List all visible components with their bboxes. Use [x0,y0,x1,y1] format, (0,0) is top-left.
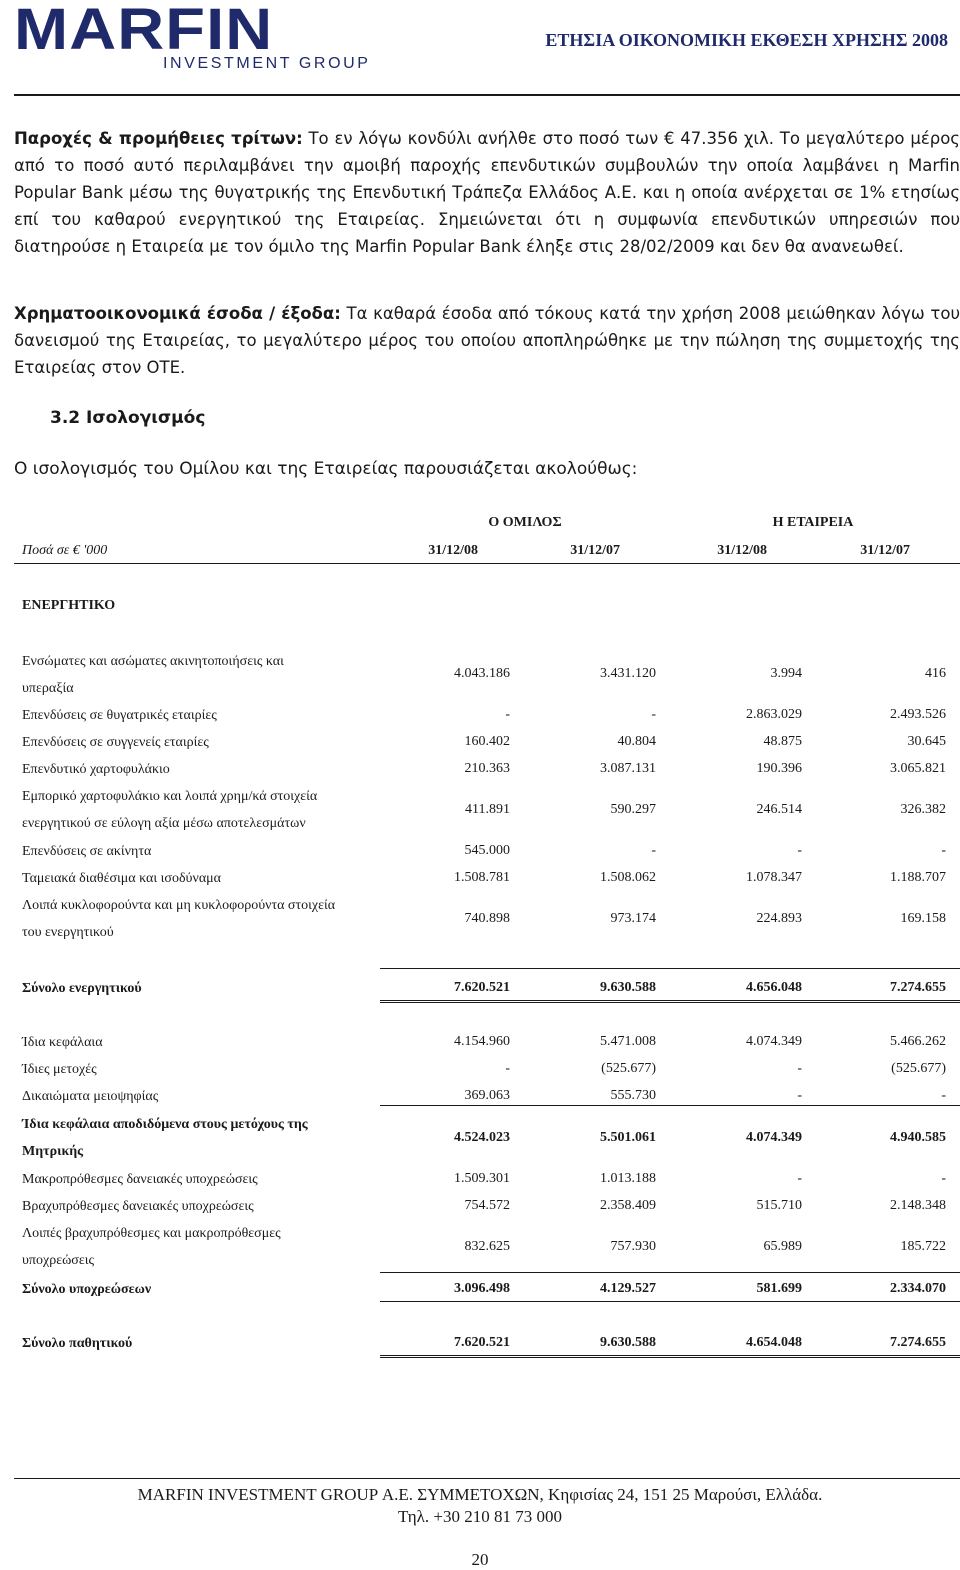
table-cell: - [651,707,656,722]
column-header: 31/12/07 [860,543,910,558]
table-cell: - [797,1088,802,1103]
table-cell: 1.508.781 [454,870,510,885]
table-cell: 555.730 [610,1088,656,1103]
table-row-label: Ενσώματες και ασώματες ακινητοποιήσεις και υπεραξία [22,654,284,696]
section-title: 3.2 Ισολογισμός [50,408,206,428]
group-header-group: Ο ΟΜΙΛΟΣ [488,515,562,530]
column-header: 31/12/08 [428,543,478,558]
table-row-label: Σύνολο παθητικού [22,1336,133,1351]
table-header-rule [14,563,960,564]
paragraph-text: Το εν λόγω κονδύλι ανήλθε στο ποσό των € 47.356 χιλ. Το μεγαλύτερο μέρος από το ποσό αυτό περιλαμβάνει την αμοιβή παροχής επενδυτικών συμβουλών την οποία λαμβάνει η Marfin Popular Bank μέσω της θυγατρικής της Επενδυτική Τράπεζα Ελλάδος Α.Ε. και η οποία ανέρχεται σε 1% ετησίως επί του καθαρού ενεργητικού της Εταιρείας. Σημειώνεται ότι η συμφωνία επενδυτικών υπηρεσιών που διατηρούσε η Εταιρεία με τον όμιλο της Marfin Popular Bank έληξε στις 28/02/2009 και δεν θα ανανεωθεί. [14,129,960,256]
table-cell: 3.431.120 [600,666,656,681]
table-row-label: Βραχυπρόθεσμες δανειακές υποχρεώσεις [22,1199,254,1214]
company-logo: MARFIN [14,0,274,62]
table-cell: 2.493.526 [890,707,946,722]
table-row-label: Εμπορικό χαρτοφυλάκιο και λοιπά χρημ/κά στοιχεία ενεργητικού σε εύλογη αξία μέσω αποτελεσμάτων [22,789,318,831]
table-cell: 545.000 [464,843,510,858]
table-cell: - [505,707,510,722]
table-cell: 973.174 [610,911,656,926]
table-subtotal-rule [380,1272,960,1273]
footer-address: MARFIN INVESTMENT GROUP Α.Ε. ΣΥΜΜΕΤΟΧΩΝ, Κηφισίας 24, 151 25 Μαρούσι, Ελλάδα. [137,1485,823,1504]
table-cell: 65.989 [763,1239,802,1254]
company-logo-subtitle: INVESTMENT GROUP [163,55,371,72]
table-cell: 160.402 [464,734,510,749]
section-intro: Ο ισολογισμός του Ομίλου και της Εταιρείας παρουσιάζεται ακολούθως: [14,459,638,479]
amount-unit-label: Ποσά σε € '000 [22,543,108,558]
table-cell: 590.297 [610,802,656,817]
table-cell: 7.274.655 [890,1335,946,1350]
table-cell: 581.699 [756,1281,802,1296]
table-cell: (525.677) [891,1061,946,1076]
table-cell: 3.096.498 [454,1281,510,1296]
table-row-label: Λοιπά κυκλοφορούντα και μη κυκλοφορούντα στοιχεία του ενεργητικού [22,898,336,940]
table-cell: - [505,1061,510,1076]
table-cell: 5.471.008 [600,1034,656,1049]
column-header: 31/12/07 [570,543,620,558]
table-cell: 7.620.521 [454,980,510,995]
table-cell: 2.334.070 [890,1281,946,1296]
table-cell: 5.501.061 [600,1130,656,1145]
table-cell: 5.466.262 [890,1034,946,1049]
table-cell: - [941,1171,946,1186]
table-cell: 190.396 [756,761,802,776]
table-row-label: Ταμειακά διαθέσιμα και ισοδύναμα [22,871,221,886]
table-cell: 4.154.960 [454,1034,510,1049]
table-row-label: Ίδια κεφάλαια [22,1035,103,1050]
table-cell: 1.508.062 [600,870,656,885]
table-subtotal-rule [380,1105,960,1106]
table-cell: 4.043.186 [454,666,510,681]
assets-heading: ΕΝΕΡΓΗΤΙΚΟ [22,598,116,613]
table-cell: - [797,1061,802,1076]
footer-divider [14,1478,960,1479]
table-cell: 1.078.347 [746,870,802,885]
page-number: 20 [471,1550,489,1569]
table-cell: 1.188.707 [890,870,946,885]
table-cell: 3.994 [770,666,802,681]
table-row-label: Σύνολο υποχρεώσεων [22,1282,152,1297]
table-row-label: Επενδυτικό χαρτοφυλάκιο [22,762,170,777]
table-cell: 30.645 [907,734,946,749]
table-cell: 3.087.131 [600,761,656,776]
table-row-label: Επενδύσεις σε θυγατρικές εταιρίες [22,708,217,723]
table-cell: 4.654.048 [746,1335,802,1350]
table-subtotal-rule [380,1301,960,1302]
table-row-label: Επενδύσεις σε συγγενείς εταιρίες [22,735,209,750]
table-double-rule [380,1355,960,1358]
table-cell: 2.358.409 [600,1198,656,1213]
table-cell: 246.514 [756,802,802,817]
table-double-rule [380,1000,960,1003]
table-cell: (525.677) [601,1061,656,1076]
table-cell: 7.620.521 [454,1335,510,1350]
table-cell: - [797,843,802,858]
table-cell: 185.722 [900,1239,946,1254]
table-cell: 48.875 [763,734,802,749]
table-cell: 4.940.585 [890,1130,946,1145]
table-cell: 2.863.029 [746,707,802,722]
paragraph-label: Χρηματοοικονομικά έσοδα / έξοδα: [14,304,341,323]
table-cell: 757.930 [610,1239,656,1254]
paragraph-label: Παροχές & προμήθειες τρίτων: [14,129,303,148]
table-row-label: Επενδύσεις σε ακίνητα [22,844,152,859]
table-row-label: Ίδιες μετοχές [22,1062,97,1077]
table-cell: 369.063 [464,1088,510,1103]
table-cell: 40.804 [617,734,656,749]
table-cell: 754.572 [464,1198,510,1213]
table-cell: - [941,1088,946,1103]
table-row-label: Λοιπές βραχυπρόθεσμες και μακροπρόθεσμες υποχρεώσεις [22,1226,281,1268]
table-cell: 4.074.349 [746,1034,802,1049]
group-header-company: Η ΕΤΑΙΡΕΙΑ [772,515,854,530]
table-cell: 224.893 [756,911,802,926]
table-row-label: Σύνολο ενεργητικού [22,981,142,996]
report-title: ΕΤΗΣΙΑ ΟΙΚΟΝΟΜΙΚΗ ΕΚΘΕΣΗ ΧΡΗΣΗΣ 2008 [545,30,948,50]
header-divider [14,94,960,96]
table-cell: 9.630.588 [600,980,656,995]
table-cell: 832.625 [464,1239,510,1254]
paragraph-financial-income [14,300,960,381]
table-cell: 2.148.348 [890,1198,946,1213]
table-row-label: Ίδια κεφάλαια αποδιδόμενα στους μετόχους της Μητρικής [22,1117,308,1159]
table-cell: - [797,1171,802,1186]
table-cell: 7.274.655 [890,980,946,995]
table-cell: 740.898 [464,911,510,926]
table-row-label: Δικαιώματα μειοψηφίας [22,1089,159,1104]
table-cell: 3.065.821 [890,761,946,776]
table-cell: 1.509.301 [454,1171,510,1186]
table-cell: 1.013.188 [600,1171,656,1186]
table-cell: 210.363 [464,761,510,776]
footer-phone: Τηλ. +30 210 81 73 000 [398,1507,562,1526]
paragraph-third-party-fees [14,125,960,260]
table-cell: 4.524.023 [454,1130,510,1145]
table-cell: 411.891 [465,802,510,817]
table-cell: 515.710 [756,1198,802,1213]
table-cell: - [651,843,656,858]
table-cell: 169.158 [900,911,946,926]
column-header: 31/12/08 [717,543,767,558]
table-cell: - [941,843,946,858]
table-total-rule [380,968,960,969]
paragraph-text: Τα καθαρά έσοδα από τόκους κατά την χρήση 2008 μειώθηκαν λόγω του δανεισμού της Εταιρείας, το μεγαλύτερο μέρος του οποίου αποπληρώθηκε με την πώληση της συμμετοχής της Εταιρείας στον ΟΤΕ. [14,304,960,377]
table-row-label: Μακροπρόθεσμες δανειακές υποχρεώσεις [22,1172,258,1187]
table-cell: 4.074.349 [746,1130,802,1145]
table-cell: 4.656.048 [746,980,802,995]
table-cell: 9.630.588 [600,1335,656,1350]
table-cell: 416 [925,666,946,681]
table-cell: 326.382 [900,802,946,817]
table-cell: 4.129.527 [600,1281,656,1296]
